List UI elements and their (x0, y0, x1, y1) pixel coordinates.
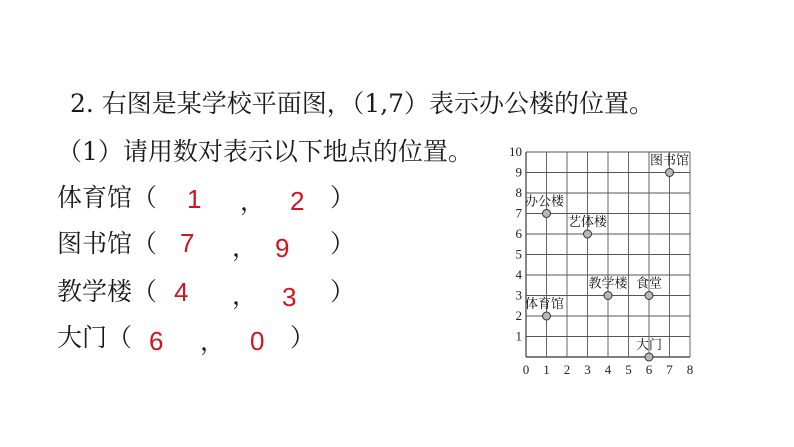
y-tick-label: 9 (515, 164, 522, 180)
answer-sep: ， (232, 281, 258, 310)
answer-sep: ， (240, 187, 266, 216)
x-tick-label: 7 (666, 362, 673, 377)
answer-x: 4 (174, 277, 189, 307)
answer-label: 教学楼（ (57, 277, 158, 306)
y-tick-label: 3 (515, 287, 522, 303)
answer-y: 2 (290, 186, 305, 216)
y-tick-label: 7 (515, 205, 522, 221)
x-tick-label: 6 (645, 362, 653, 377)
answer-y: 3 (282, 282, 297, 312)
answer-label: 图书馆（ (57, 229, 158, 258)
answer-x: 7 (180, 228, 195, 258)
x-tick-label: 0 (522, 362, 530, 377)
answer-close: ） (330, 183, 356, 212)
answer-x: 6 (149, 326, 164, 356)
y-tick-label: 1 (515, 328, 522, 344)
answer-x: 1 (187, 184, 202, 214)
answer-label: 体育馆（ (57, 183, 158, 212)
map-point-label: 图书馆 (649, 152, 690, 168)
answer-sep: ， (200, 327, 226, 356)
answer-close: ） (330, 277, 356, 306)
map-point (543, 210, 551, 218)
map-point-label: 大门 (635, 337, 663, 352)
answer-close: ） (290, 323, 316, 352)
map-point-label: 体育馆 (524, 296, 565, 311)
x-tick-label: 2 (563, 362, 571, 377)
map-point (645, 292, 653, 300)
question-main: 2. 右图是某学校平面图，（1,7）表示办公楼的位置。 (70, 89, 655, 118)
map-point (584, 230, 592, 238)
x-tick-label: 4 (604, 362, 612, 377)
y-tick-label: 4 (515, 267, 522, 282)
question-sub: （1）请用数对表示以下地点的位置。 (57, 137, 473, 166)
y-tick-label: 5 (515, 246, 522, 262)
answer-close: ） (330, 229, 356, 258)
map-point (604, 292, 612, 300)
x-tick-label: 3 (584, 362, 591, 377)
x-tick-label: 8 (686, 362, 694, 377)
map-point (666, 169, 674, 177)
y-tick-label: 6 (515, 226, 522, 241)
map-point (543, 312, 551, 320)
map-point-label: 办公楼 (524, 193, 565, 209)
x-tick-label: 1 (543, 362, 550, 377)
answer-sep: ， (232, 233, 258, 262)
answer-label: 大门（ (57, 323, 133, 352)
map-point-label: 艺体楼 (567, 214, 608, 229)
map-point-label: 教学楼 (588, 275, 628, 291)
y-tick-label: 10 (509, 144, 522, 159)
map-point-label: 食堂 (635, 275, 663, 291)
y-tick-label: 8 (515, 185, 522, 200)
map-point (645, 353, 653, 361)
answer-y: 9 (275, 233, 290, 263)
y-tick-label: 2 (515, 308, 522, 323)
x-tick-label: 5 (625, 362, 632, 377)
answer-y: 0 (250, 326, 265, 356)
